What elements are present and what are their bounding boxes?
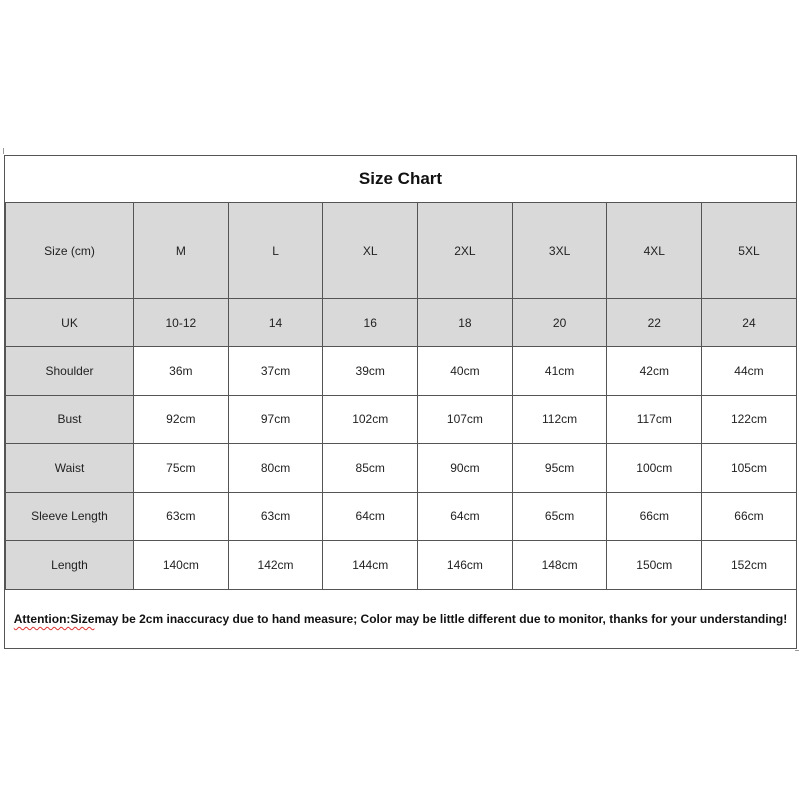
size-header-row (6, 203, 797, 299)
measurement-cell: 148cm (512, 541, 607, 590)
measurement-cell: 92cm (134, 395, 229, 444)
measurement-row-length (6, 541, 797, 590)
measurement-cell: 80cm (228, 444, 323, 493)
measurement-cell: 140cm (134, 541, 229, 590)
size-header-cell: 3XL (512, 203, 607, 299)
measurement-cell: 142cm (228, 541, 323, 590)
size-header-label: Size (cm) (6, 203, 134, 299)
corner-mark (795, 650, 799, 651)
measurement-cell: 41cm (512, 347, 607, 396)
measurement-cell: 107cm (418, 395, 513, 444)
uk-size-cell: 20 (512, 299, 607, 347)
uk-size-cell: 14 (228, 299, 323, 347)
uk-size-row (6, 299, 797, 347)
uk-label: UK (6, 299, 134, 347)
measurement-cell: 36m (134, 347, 229, 396)
measurement-row-sleeve-length (6, 492, 797, 541)
measurement-cell: 64cm (323, 492, 418, 541)
measurement-cell: 66cm (702, 492, 797, 541)
attention-text: may be 2cm inaccuracy due to hand measure; Color may be little different due to monitor, thanks for your understanding! (94, 612, 788, 626)
size-header-cell: XL (323, 203, 418, 299)
measurement-cell: 44cm (702, 347, 797, 396)
measurement-cell: 102cm (323, 395, 418, 444)
size-chart-frame (4, 155, 797, 649)
measurement-cell: 63cm (228, 492, 323, 541)
measurement-label: Bust (6, 395, 134, 444)
measurement-label: Waist (6, 444, 134, 493)
uk-size-cell: 22 (607, 299, 702, 347)
size-header-cell: M (134, 203, 229, 299)
measurement-cell: 112cm (512, 395, 607, 444)
measurement-label: Length (6, 541, 134, 590)
attention-prefix: Attention:Size (13, 612, 95, 626)
attention-note (5, 589, 796, 649)
measurement-cell: 75cm (134, 444, 229, 493)
measurement-row-shoulder (6, 347, 797, 396)
measurement-row-bust (6, 395, 797, 444)
measurement-cell: 37cm (228, 347, 323, 396)
measurement-label: Sleeve Length (6, 492, 134, 541)
measurement-cell: 146cm (418, 541, 513, 590)
measurement-cell: 150cm (607, 541, 702, 590)
size-header-cell: 5XL (702, 203, 797, 299)
measurement-cell: 144cm (323, 541, 418, 590)
measurement-cell: 152cm (702, 541, 797, 590)
size-table (5, 202, 797, 590)
measurement-cell: 65cm (512, 492, 607, 541)
measurement-cell: 100cm (607, 444, 702, 493)
uk-size-cell: 18 (418, 299, 513, 347)
uk-size-cell: 16 (323, 299, 418, 347)
measurement-cell: 95cm (512, 444, 607, 493)
measurement-cell: 63cm (134, 492, 229, 541)
measurement-label: Shoulder (6, 347, 134, 396)
measurement-cell: 122cm (702, 395, 797, 444)
uk-size-cell: 24 (702, 299, 797, 347)
measurement-cell: 42cm (607, 347, 702, 396)
measurement-cell: 117cm (607, 395, 702, 444)
measurement-cell: 90cm (418, 444, 513, 493)
measurement-cell: 85cm (323, 444, 418, 493)
measurement-cell: 40cm (418, 347, 513, 396)
measurement-cell: 105cm (702, 444, 797, 493)
measurement-row-waist (6, 444, 797, 493)
measurement-cell: 64cm (418, 492, 513, 541)
uk-size-cell: 10-12 (134, 299, 229, 347)
measurement-cell: 97cm (228, 395, 323, 444)
measurement-cell: 66cm (607, 492, 702, 541)
measurement-cell: 39cm (323, 347, 418, 396)
size-header-cell: 4XL (607, 203, 702, 299)
size-chart-title: Size Chart (5, 156, 796, 203)
size-header-cell: L (228, 203, 323, 299)
size-header-cell: 2XL (418, 203, 513, 299)
corner-mark (3, 148, 4, 154)
